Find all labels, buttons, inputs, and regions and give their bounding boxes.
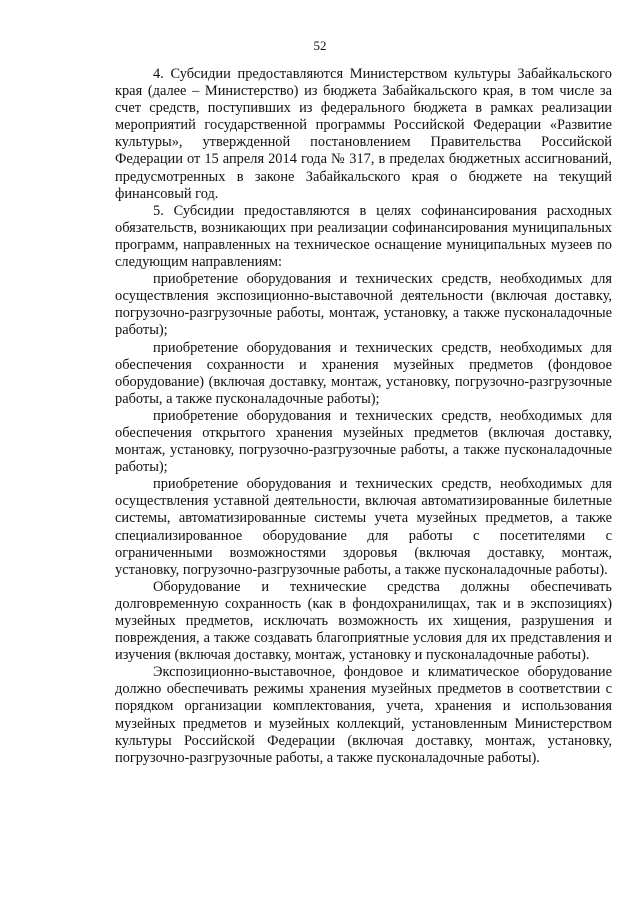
list-item-exhibition-equipment: приобретение оборудования и технических средств, необходимых для осуществления экспозиционно-выставочной деятельности (включая доставку, погрузочно-разгрузочные работы, монтаж, установку, а также пусконаладочные работы); — [115, 271, 612, 339]
paragraph-4-subsidy-source: 4. Субсидии предоставляются Министерством культуры Забайкальского края (далее – Министерство) из бюджета Забайкальского края, в том числе за счет средств, поступивших из федерального бюджета в рамках реализации мероприятий государственной программы Российской Федерации «Развитие культуры», утвержденной постановлением Правительства Российской Федерации от 15 апреля 2014 года № 317, в пределах бюджетных ассигнований, предусмотренных в законе Забайкальского края о бюджете на текущий финансовый год. — [115, 66, 612, 202]
list-item-storage-equipment: приобретение оборудования и технических средств, необходимых для обеспечения сохранности и хранения музейных предметов (фондовое оборудование) (включая доставку, монтаж, установку, погрузочно-разгрузочные работы, а также пусконаладочные работы); — [115, 339, 612, 407]
paragraph-5-subsidy-purpose: 5. Субсидии предоставляются в целях софинансирования расходных обязательств, возникающих при реализации софинансирования муниципальных программ, направленных на техническое оснащение муниципальных музеев по следующим направлениям: — [115, 202, 612, 271]
paragraph-equipment-requirements: Оборудование и технические средства должны обеспечивать долговременную сохранность (как в фондохранилищах, так и в экспозициях) музейных предметов, исключать возможность их хищения, разрушения и повреждения, а также создавать благоприятные условия для их представления и изучения (включая доставку, монтаж, установку и пусконаладочные работы). — [115, 578, 612, 664]
page-number: 52 — [313, 38, 327, 53]
list-item-statutory-activity-equipment: приобретение оборудования и технических средств, необходимых для осуществления уставной деятельности, включая автоматизированные билетные системы, автоматизированные системы учета музейных предметов, а также специализированное оборудование для работы с посетителями с ограниченными возможностями здоровья (включая доставку, монтаж, установку, погрузочно-разгрузочные работы, а также пусконаладочные работы). — [115, 476, 612, 578]
paragraph-climate-equipment: Экспозиционно-выставочное, фондовое и климатическое оборудование должно обеспечивать режимы хранения музейных предметов в соответствии с порядком организации комплектования, учета, хранения и использования музейных предметов и музейных коллекций, установленным Министерством культуры Российской Федерации (включая доставку, монтаж, установку, погрузочно-разгрузочные работы, а также пусконаладочные работы). — [115, 664, 612, 766]
list-item-open-storage-equipment: приобретение оборудования и технических средств, необходимых для обеспечения открытого хранения музейных предметов (включая доставку, монтаж, установку, погрузочно-разгрузочные работы, а также пусконаладочные работы); — [115, 407, 612, 476]
document-body — [115, 66, 612, 767]
